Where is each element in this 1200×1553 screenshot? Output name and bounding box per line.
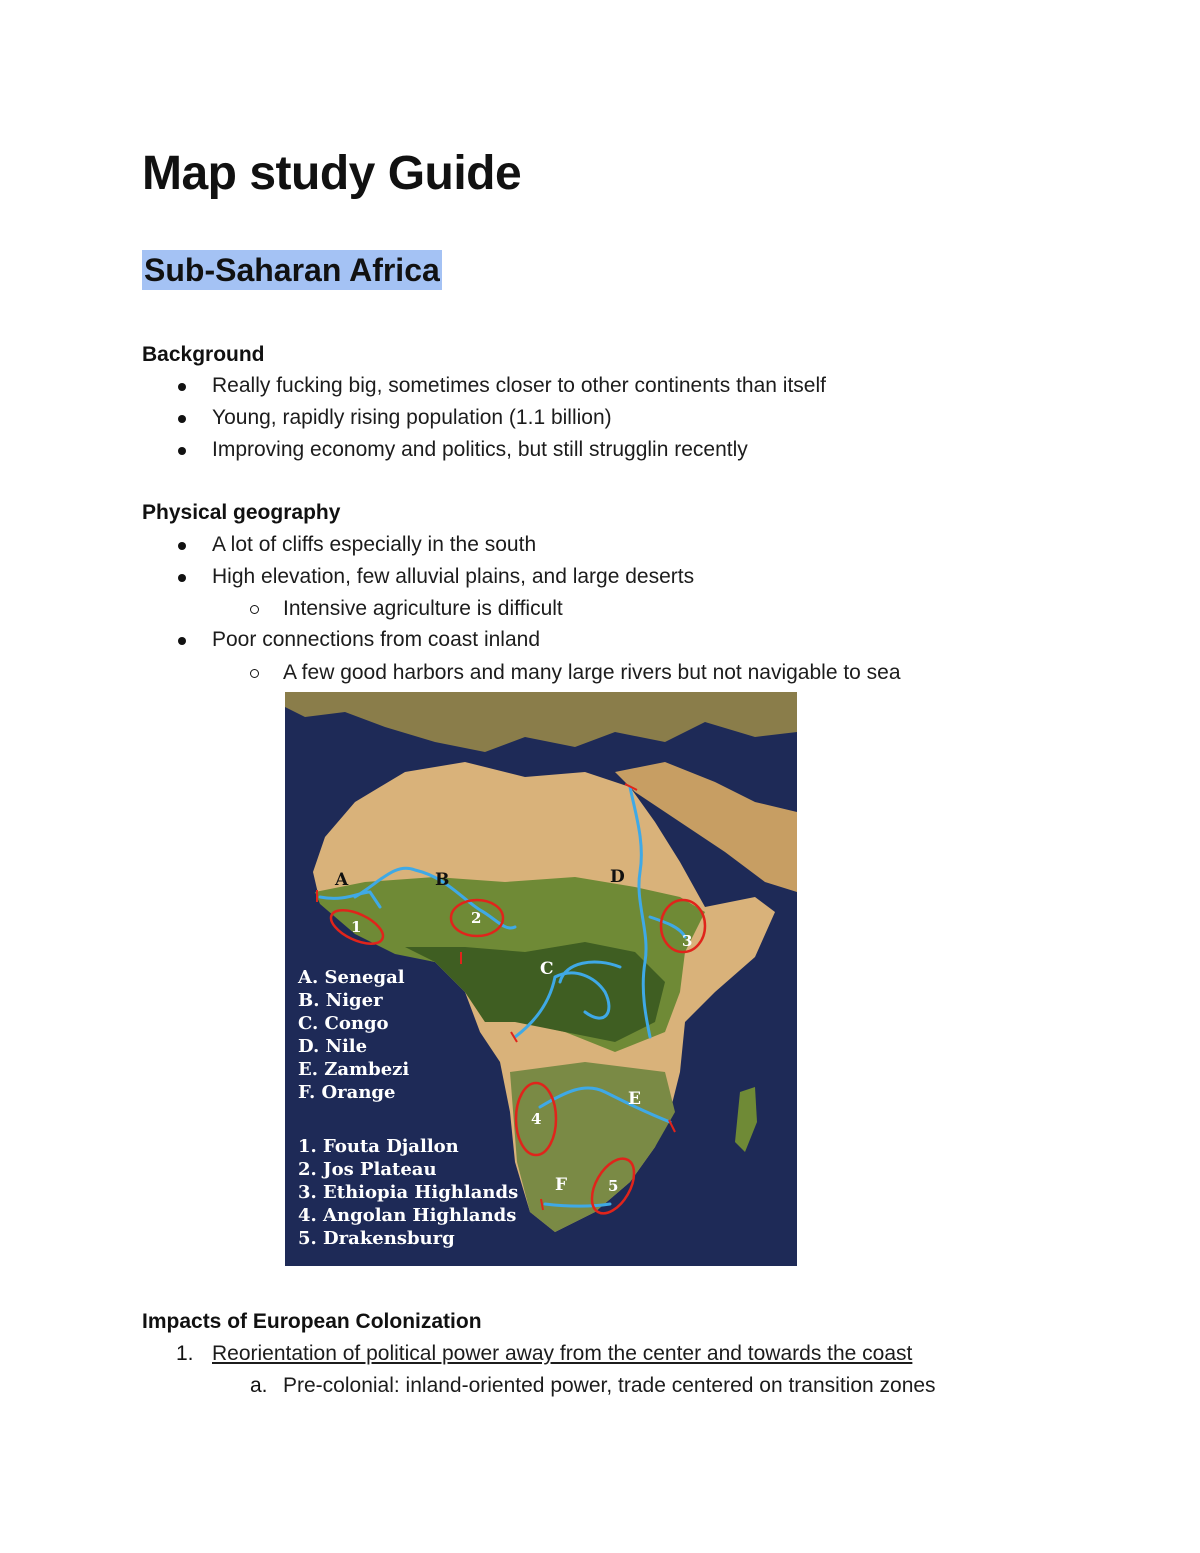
legend-highland-4: 4. Angolan Highlands — [298, 1205, 517, 1226]
background-bullet-1: Really fucking big, sometimes closer to other continents than itself — [212, 374, 826, 397]
legend-highland-3: 3. Ethiopia Highlands — [298, 1182, 519, 1203]
physical-bullet-2: High elevation, few alluvial plains, and large deserts — [212, 565, 695, 588]
list-letter-a: a. — [250, 1374, 268, 1397]
highland-marker-5: 5 — [608, 1177, 619, 1195]
river-marker-a: A — [335, 870, 349, 890]
bullet-dot — [178, 415, 186, 423]
colonization-item-1a: Pre-colonial: inland-oriented power, trade centered on transition zones — [283, 1374, 936, 1397]
river-marker-f: F — [555, 1175, 568, 1195]
river-marker-b: B — [435, 870, 450, 890]
river-marker-d: D — [610, 867, 625, 887]
section-title: Sub-Saharan Africa — [144, 252, 440, 288]
physical-bullet-3: Poor connections from coast inland — [212, 628, 541, 651]
bullet-dot — [178, 637, 186, 645]
legend-river-b: B. Niger — [298, 990, 383, 1011]
background-bullet-2: Young, rapidly rising population (1.1 billion) — [212, 406, 612, 429]
legend-highland-1: 1. Fouta Djallon — [298, 1136, 459, 1157]
bullet-dot — [178, 574, 186, 582]
legend-river-e: E. Zambezi — [298, 1059, 410, 1080]
europe-landmass — [285, 692, 797, 752]
bullet-dot — [178, 447, 186, 455]
physical-bullet-1: A lot of cliffs especially in the south — [212, 533, 537, 556]
legend-river-a: A. Senegal — [298, 967, 405, 988]
background-heading: Background — [142, 343, 265, 366]
legend-river-d: D. Nile — [298, 1036, 368, 1057]
legend-highland-2: 2. Jos Plateau — [298, 1159, 437, 1180]
highland-marker-2: 2 — [471, 909, 482, 927]
river-marker-c: C — [540, 959, 554, 979]
list-number-1: 1. — [176, 1342, 194, 1365]
highland-marker-3: 3 — [682, 932, 693, 950]
legend-highland-5: 5. Drakensburg — [298, 1228, 455, 1249]
page-title: Map study Guide — [142, 147, 522, 200]
mouth-marker — [669, 1120, 675, 1132]
legend-river-f: F. Orange — [298, 1082, 396, 1103]
sub-bullet-circle — [250, 605, 259, 614]
background-bullet-3: Improving economy and politics, but still strugglin recently — [212, 438, 748, 461]
bullet-dot — [178, 383, 186, 391]
madagascar — [735, 1087, 757, 1152]
physical-sub-bullet-1: Intensive agriculture is difficult — [283, 597, 563, 620]
highland-marker-4: 4 — [531, 1110, 542, 1128]
colonization-item-1: Reorientation of political power away from the center and towards the coast — [212, 1342, 913, 1365]
legend-river-c: C. Congo — [298, 1013, 389, 1034]
river-marker-e: E — [628, 1089, 641, 1109]
highland-marker-1: 1 — [351, 918, 362, 936]
physical-sub-bullet-2: A few good harbors and many large rivers but not navigable to sea — [283, 661, 901, 684]
sub-bullet-circle — [250, 669, 259, 678]
physical-heading: Physical geography — [142, 501, 341, 524]
bullet-dot — [178, 542, 186, 550]
colonization-heading: Impacts of European Colonization — [142, 1310, 482, 1333]
